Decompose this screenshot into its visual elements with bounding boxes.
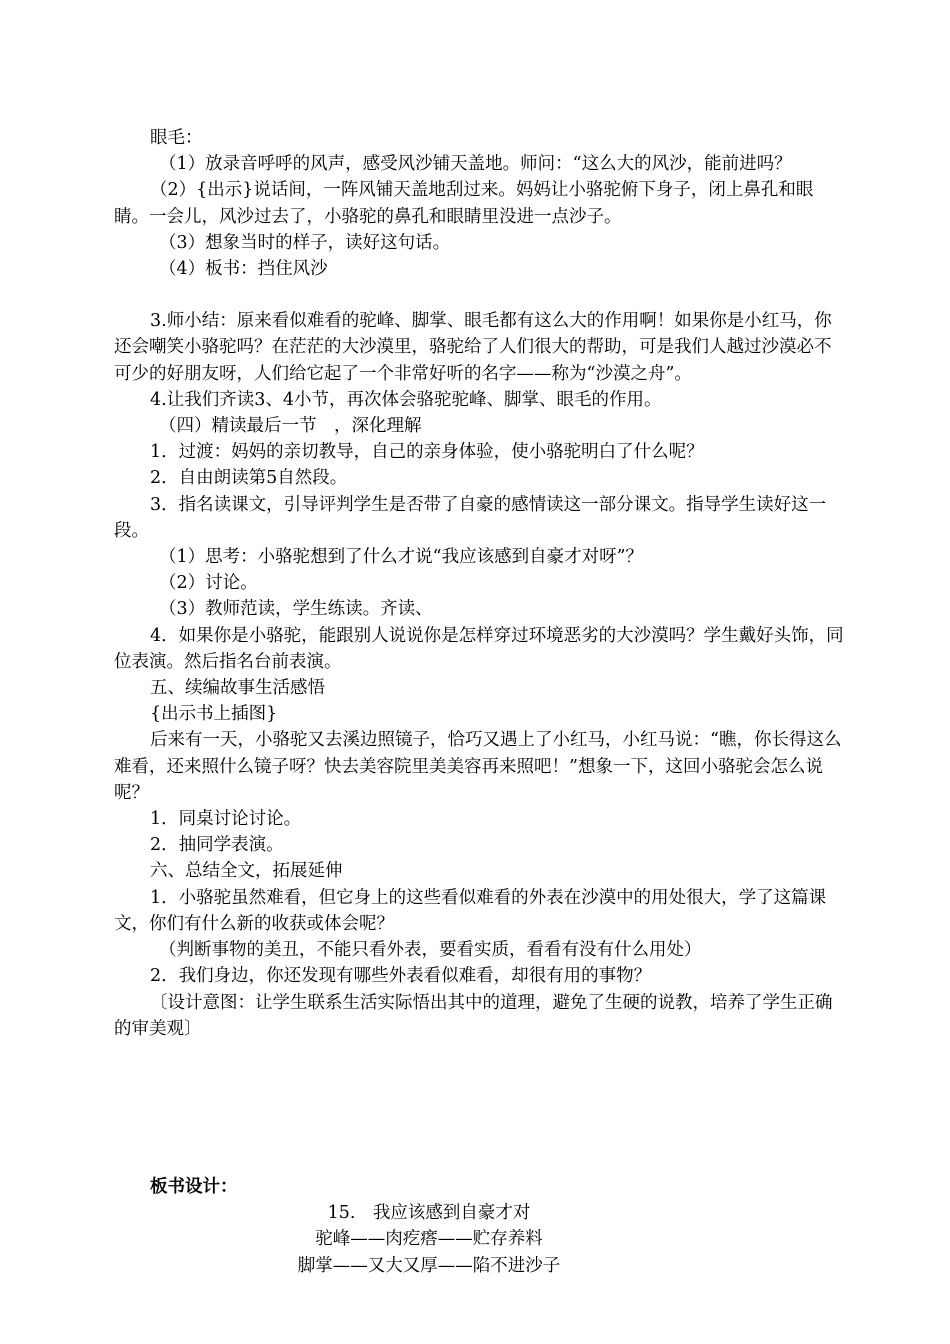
paragraph: 1．过渡：妈妈的亲切教导，自己的亲身体验，使小骆驼明白了什么呢？ (150, 442, 704, 463)
paragraph: 4．如果你是小骆驼，能跟别人说说你是怎样穿过环境恶劣的大沙漠吗？学生戴好头饰，同位表演。然后指名台前表演。 (114, 625, 844, 672)
paragraph: 2．自由朗读第5自然段。 (150, 468, 348, 489)
paragraph: （2）{出示}说话间，一阵风铺天盖地刮过来。妈妈让小骆驼俯下身子，闭上鼻孔和眼睛。一会儿，风沙过去了，小骆驼的鼻孔和眼睛里没进一点沙子。 (114, 180, 814, 227)
paragraph: （2）讨论。 (159, 573, 258, 594)
paragraph: 1．小骆驼虽然难看，但它身上的这些看似难看的外表在沙漠中的用处很大，学了这篇课文，你们有什么新的收获或体会呢？ (114, 887, 827, 934)
section-heading: （四）精读最后一节 ，深化理解 (159, 416, 422, 437)
section-heading: 五、续编故事生活感悟 (150, 678, 325, 699)
paragraph: （3）想象当时的样子，读好这句话。 (159, 232, 451, 253)
paragraph: （1）放录音呼呼的风声，感受风沙铺天盖地。师问：“这么大的风沙，能前进吗？ (159, 154, 792, 175)
paragraph: 后来有一天，小骆驼又去溪边照镜子，恰巧又遇上了小红马，小红马说：“瞧，你长得这么难看，还来照什么镜子呀？快去美容院里美美容再来照吧！”想象一下，这回小骆驼会怎么说呢？ (114, 730, 842, 803)
board-line: 驼峰——肉疙瘩——贮存养料 (315, 1229, 543, 1250)
paragraph: 2．抽同学表演。 (150, 835, 284, 856)
paragraph: （1）思考：小骆驼想到了什么才说“我应该感到自豪才对呀”？ (159, 547, 644, 568)
document-body (114, 125, 844, 1279)
paragraph: 3．指名读课文，引导评判学生是否带了自豪的感情读这一部分课文。指导学生读好这一段。 (114, 494, 827, 541)
section-heading: 六、总结全文，拓展延伸 (150, 861, 343, 882)
paragraph: （判断事物的美丑，不能只看外表，要看实质，看看有没有什么用处） (159, 940, 702, 961)
paragraph: 1．同桌讨论讨论。 (150, 809, 302, 830)
paragraph: （3）教师范读，学生练读。齐读、 (159, 599, 433, 620)
paragraph: 〔设计意图：让学生联系生活实际悟出其中的道理，避免了生硬的说教，培养了学生正确的审美观〕 (114, 992, 833, 1039)
paragraph: （4）板书：挡住风沙 (159, 259, 328, 280)
paragraph: {出示书上插图} (150, 704, 278, 725)
board-design-heading: 板书设计： (150, 1176, 238, 1197)
board-line: 脚掌——又大又厚——陷不进沙子 (297, 1255, 561, 1276)
paragraph: 4.让我们齐读3、4小节，再次体会骆驼驼峰、脚掌、眼毛的作用。 (150, 389, 662, 410)
paragraph: 眼毛： (150, 128, 203, 148)
paragraph: 2．我们身边，你还发现有哪些外表看似难看，却很有用的事物？ (150, 966, 652, 987)
spacer (114, 1042, 844, 1174)
board-title: 15. 我应该感到自豪才对 (327, 1203, 531, 1224)
paragraph: 3.师小结：原来看似难看的驼峰、脚掌、眼毛都有这么大的作用啊！如果你是小红马，你还会嘲笑小骆驼吗？在茫茫的大沙漠里，骆驼给了人们很大的帮助，可是我们人越过沙漠必不可少的好朋友呀，人们给它起了一个非常好听的名字——称为“沙漠之舟”。 (114, 311, 832, 384)
spacer (114, 282, 844, 308)
